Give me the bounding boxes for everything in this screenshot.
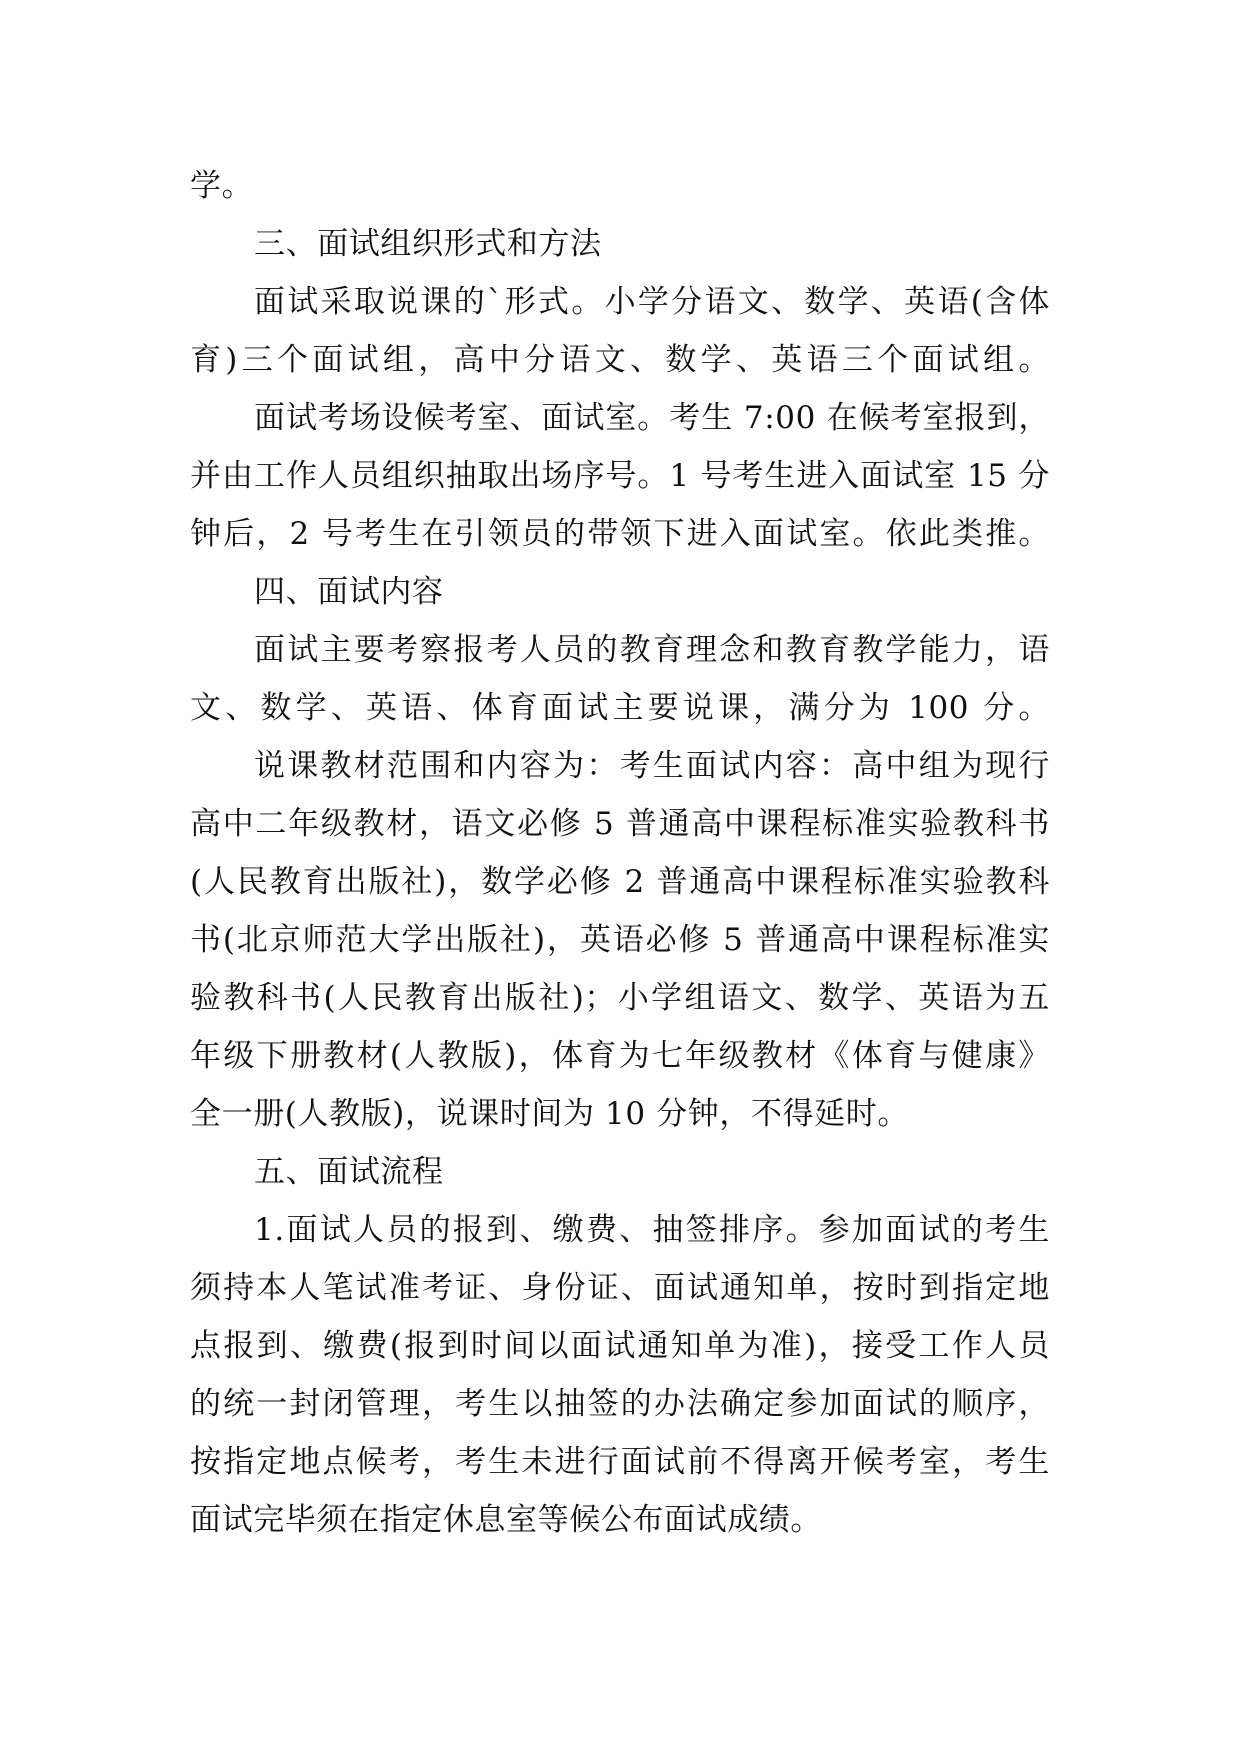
text-line: 面试完毕须在指定休息室等候公布面试成绩。 (190, 1502, 822, 1538)
text-line: 点报到、缴费(报到时间以面试通知单为准)，接受工作人员 (190, 1328, 1050, 1364)
text-line: 面试考场设候考室、面试室。考生 7:00 在候考室报到， (254, 400, 1050, 436)
text-line: (人民教育出版社)，数学必修 2 普通高中课程标准实验教科 (190, 864, 1050, 900)
text-line: 年级下册教材(人教版)，体育为七年级教材《体育与健康》 (190, 1038, 1050, 1074)
section-heading: 三、面试组织形式和方法 (254, 226, 602, 262)
text-line: 1.面试人员的报到、缴费、抽签排序。参加面试的考生 (254, 1212, 1050, 1248)
text-line: 育)三个面试组，高中分语文、数学、英语三个面试组。 (190, 342, 1050, 378)
text-line: 并由工作人员组织抽取出场序号。1 号考生进入面试室 15 分 (190, 458, 1050, 494)
text-line: 的统一封闭管理，考生以抽签的办法确定参加面试的顺序， (190, 1386, 1050, 1422)
text-line: 学。 (190, 168, 254, 204)
section-heading: 五、面试流程 (254, 1154, 444, 1190)
text-line: 文、数学、英语、体育面试主要说课，满分为 100 分。 (190, 690, 1050, 726)
text-line: 按指定地点候考，考生未进行面试前不得离开候考室，考生 (190, 1444, 1050, 1480)
text-line: 书(北京师范大学出版社)，英语必修 5 普通高中课程标准实 (190, 922, 1050, 958)
section-heading: 四、面试内容 (254, 574, 444, 610)
text-line: 须持本人笔试准考证、身份证、面试通知单，按时到指定地 (190, 1270, 1050, 1306)
text-line: 面试主要考察报考人员的教育理念和教育教学能力，语 (254, 632, 1050, 668)
text-line: 验教科书(人民教育出版社)；小学组语文、数学、英语为五 (190, 980, 1050, 1016)
text-line: 说课教材范围和内容为：考生面试内容：高中组为现行 (254, 748, 1050, 784)
text-line: 高中二年级教材，语文必修 5 普通高中课程标准实验教科书 (190, 806, 1050, 842)
text-line: 全一册(人教版)，说课时间为 10 分钟，不得延时。 (190, 1096, 909, 1132)
text-line: 面试采取说课的`形式。小学分语文、数学、英语(含体 (254, 284, 1050, 320)
text-line: 钟后，2 号考生在引领员的带领下进入面试室。依此类推。 (190, 516, 1050, 552)
